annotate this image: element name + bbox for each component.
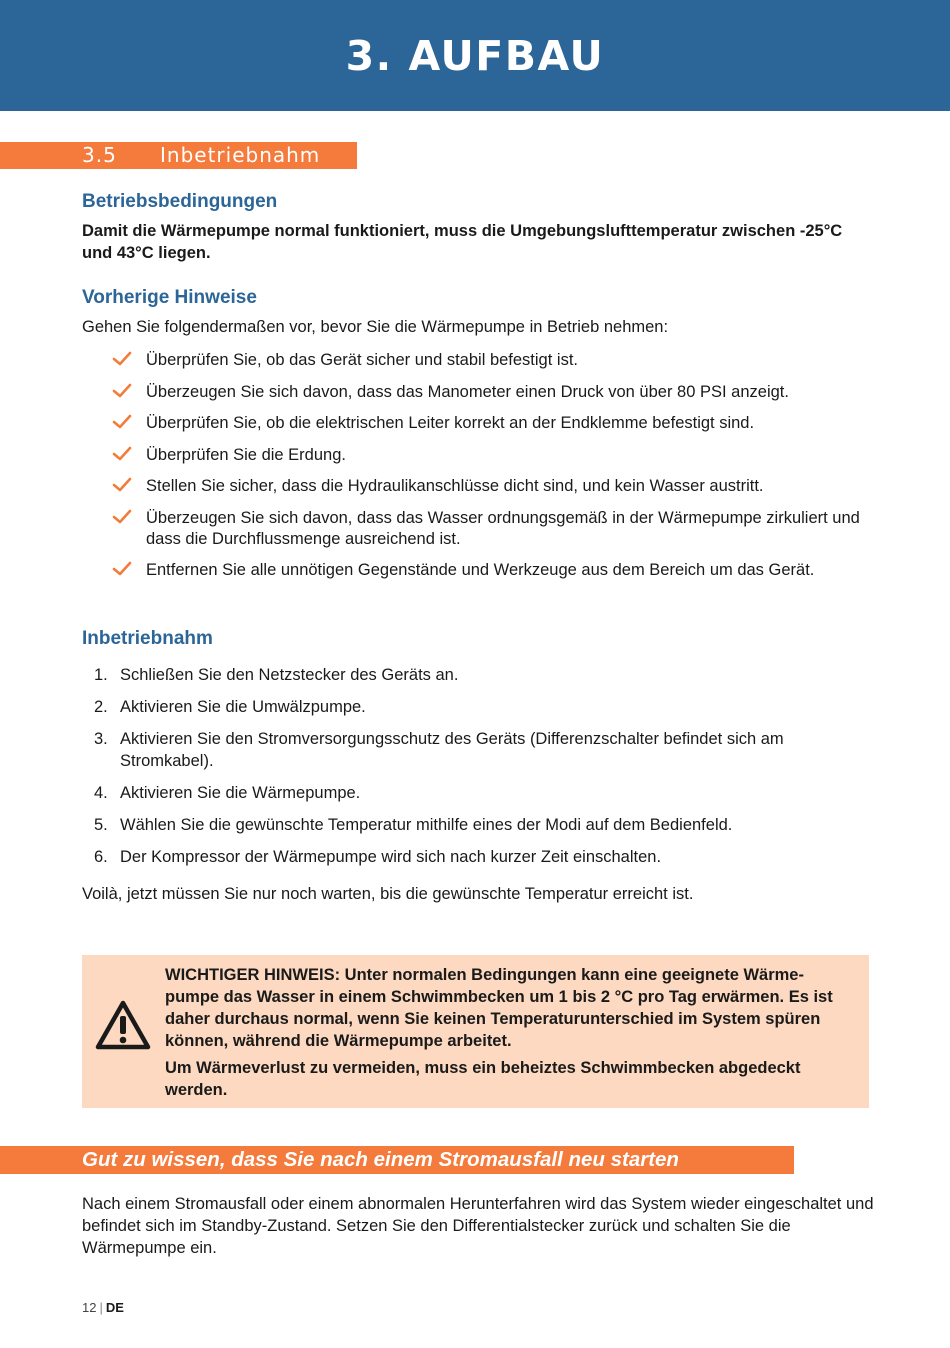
step-item (82, 664, 872, 686)
checklist-item-text: Überzeugen Sie sich davon, dass das Wasser ordnungsgemäß in der Wärmepumpe zirkuliert und dass die Durchflussmenge ausreichend ist. (146, 508, 860, 548)
step-number: 3. (94, 730, 108, 748)
warning-triangle-icon (94, 999, 152, 1051)
hinweise-intro: Gehen Sie folgendermaßen vor, bevor Sie die Wärmepumpe in Betrieb nehmen: (82, 318, 669, 336)
heading-betriebsbedingungen: Betriebsbedingungen (82, 191, 278, 212)
step-number: 5. (94, 816, 108, 834)
chapter-title: 3. AUFBAU (345, 32, 605, 80)
step-number: 4. (94, 784, 108, 802)
step-number: 2. (94, 698, 108, 716)
step-text: Aktivieren Sie die Wärmepumpe. (120, 784, 361, 802)
checklist-item-text: Überzeugen Sie sich davon, dass das Manometer einen Druck von über 80 PSI anzeigt. (146, 382, 789, 401)
steps-list (82, 664, 872, 878)
checkmark-icon (112, 446, 132, 462)
section-banner (0, 142, 357, 169)
notice-paragraph-1: WICHTIGER HINWEIS: Unter normalen Bedingungen kann eine geeignete Wärme-pumpe das Wasser in einem Schwimmbecken um 1 bis 2 °C pro Tag erwärmen. Es ist daher durchaus normal, wenn Sie keinen Temperaturunterschied im System spüren können, während die Wärmepumpe arbeitet. (165, 966, 833, 1050)
step-text: Wählen Sie die gewünschte Temperatur mithilfe eines der Modi auf dem Bedienfeld. (120, 816, 733, 834)
step-item (82, 728, 872, 772)
checkmark-icon (112, 509, 132, 525)
checklist-item (112, 508, 872, 550)
good-to-know-banner (0, 1146, 794, 1174)
checklist-item (112, 350, 872, 371)
checklist-item-text: Überprüfen Sie die Erdung. (146, 445, 346, 464)
heading-inbetriebnahm: Inbetriebnahm (82, 628, 213, 649)
checklist-item (112, 560, 872, 581)
checklist-item (112, 476, 872, 497)
checklist-item (112, 382, 872, 403)
footer-language: DE (105, 1300, 124, 1315)
checklist-item (112, 445, 872, 466)
step-item (82, 814, 872, 836)
checklist-item-text: Überprüfen Sie, ob die elektrischen Leiter korrekt an der Endklemme befestigt sind. (146, 414, 755, 432)
checkmark-icon (112, 414, 132, 430)
notice-paragraph-2: Um Wärmeverlust zu vermeiden, muss ein beheiztes Schwimmbecken abgedeckt werden. (165, 1059, 801, 1099)
page-number: 12 (82, 1300, 97, 1315)
checklist-item-text: Entfernen Sie alle unnötigen Gegenstände und Werkzeuge aus dem Bereich um das Gerät. (146, 561, 815, 579)
step-text: Schließen Sie den Netzstecker des Geräts an. (120, 666, 459, 684)
footer-separator: | (99, 1300, 103, 1315)
step-text: Aktivieren Sie den Stromversorgungsschutz des Geräts (Differenzschalter befindet sich am Stromkabel). (120, 730, 784, 770)
page-footer (82, 1300, 124, 1315)
important-notice (82, 955, 869, 1108)
heading-vorherige-hinweise: Vorherige Hinweise (82, 287, 257, 308)
checklist-item-text: Stellen Sie sicher, dass die Hydraulikanschlüsse dicht sind, und kein Wasser austritt. (146, 477, 764, 495)
checklist-item (112, 413, 872, 434)
step-number: 6. (94, 848, 108, 866)
checkmark-icon (112, 477, 132, 493)
notice-text (165, 964, 855, 1101)
checkmark-icon (112, 383, 132, 399)
step-item (82, 782, 872, 804)
good-to-know-title: Gut zu wissen, dass Sie nach einem Stromausfall neu starten (82, 1148, 679, 1171)
good-to-know-text: Nach einem Stromausfall oder einem abnormalen Herunterfahren wird das System wieder eingeschaltet und befindet sich im Standby-Zustand. Setzen Sie den Differentialstecker zurück und schalten Sie die Wärmepumpe ein. (82, 1195, 874, 1257)
section-title: Inbetriebnahm (160, 143, 321, 167)
step-text: Aktivieren Sie die Umwälzpumpe. (120, 698, 366, 716)
checkmark-icon (112, 351, 132, 367)
closing-text: Voilà, jetzt müssen Sie nur noch warten, bis die gewünschte Temperatur erreicht ist. (82, 885, 694, 903)
section-number: 3.5 (82, 143, 117, 167)
checkmark-icon (112, 561, 132, 577)
step-item (82, 696, 872, 718)
step-item (82, 846, 872, 868)
checklist (112, 350, 872, 592)
step-text: Der Kompressor der Wärmepumpe wird sich nach kurzer Zeit einschalten. (120, 848, 662, 866)
checklist-item-text: Überprüfen Sie, ob das Gerät sicher und stabil befestigt ist. (146, 351, 578, 369)
operating-conditions-text: Damit die Wärmepumpe normal funktioniert, muss die Umgebungslufttemperatur zwischen -25°C und 43°C liegen. (82, 222, 843, 262)
chapter-header (0, 0, 950, 111)
step-number: 1. (94, 666, 108, 684)
